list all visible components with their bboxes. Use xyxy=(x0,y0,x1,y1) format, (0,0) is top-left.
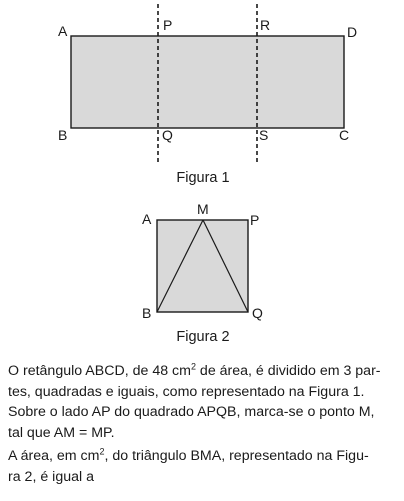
label-c-fig1: C xyxy=(339,127,350,143)
label-q-fig1: Q xyxy=(162,127,173,143)
superscript-2: 2 xyxy=(190,361,196,372)
label-b-fig2: B xyxy=(142,305,152,321)
label-d-fig1: D xyxy=(347,24,358,40)
label-s-fig1: S xyxy=(259,127,269,143)
figure-1 xyxy=(58,4,357,186)
problem-statement xyxy=(8,361,400,487)
problem-line-1: O retângulo ABCD, de 48 $cm^2$ de área, é dividido em 3 par- xyxy=(8,361,381,379)
label-m-fig2: M xyxy=(197,201,209,217)
problem-line-4: tal que AM = MP. xyxy=(8,424,115,441)
problem-line-6: ra 2, é igual a xyxy=(8,468,94,485)
problem-line-5: A área, em $cm^2$, do triângulo BMA, representado na Figu- xyxy=(8,446,369,464)
label-r-fig1: R xyxy=(260,17,271,33)
label-a-fig2: A xyxy=(142,211,152,227)
problem-paragraph-1 xyxy=(8,361,400,443)
label-a-fig1: A xyxy=(58,23,68,39)
label-b-fig1: B xyxy=(58,127,68,143)
problem-paragraph-2 xyxy=(8,446,400,487)
problem-line-3: Sobre o lado AP do quadrado APQB, marca-se o ponto M, xyxy=(8,404,375,420)
caption-figura-1: Figura 1 xyxy=(176,170,230,186)
figure-2 xyxy=(142,201,263,345)
label-p-fig1: P xyxy=(163,17,173,33)
caption-figura-2: Figura 2 xyxy=(176,329,230,345)
rectangle-abcd xyxy=(71,36,344,128)
label-q-fig2: Q xyxy=(252,305,263,321)
square-apqb xyxy=(157,220,248,312)
superscript-2: 2 xyxy=(99,446,105,457)
label-p-fig2: P xyxy=(250,212,260,228)
problem-line-2: tes, quadradas e iguais, como representado na Figura 1. xyxy=(8,383,365,400)
